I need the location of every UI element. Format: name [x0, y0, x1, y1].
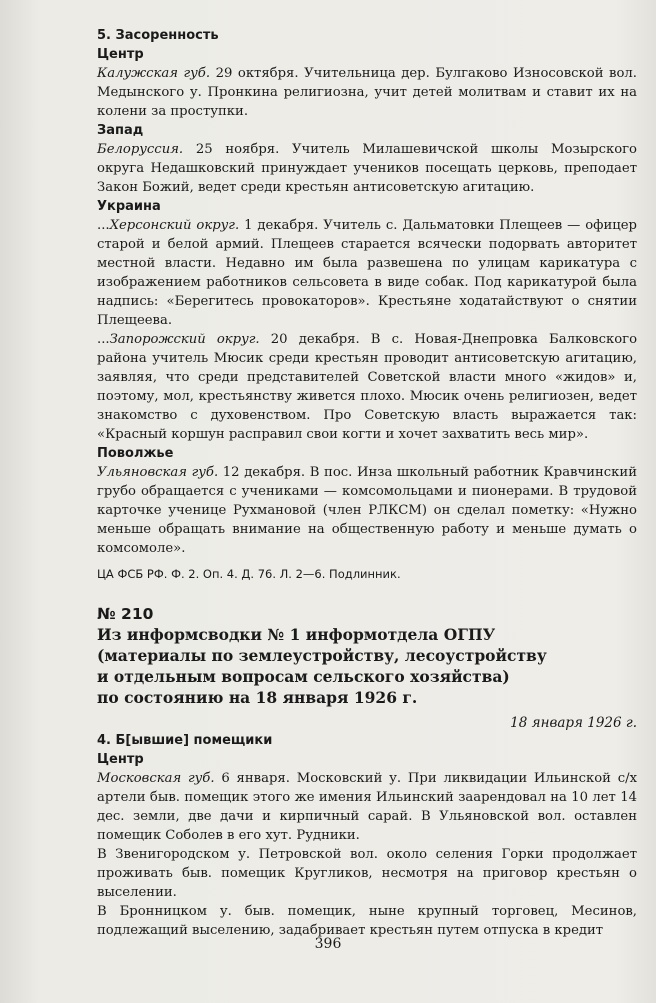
ellipsis: ...: [97, 218, 110, 233]
report-paragraph: [97, 216, 637, 330]
place-name: Херсонский округ.: [109, 218, 240, 233]
report-paragraph: В Звенигородском у. Петровской вол. около селения Горки продолжает проживать быв. помещик Кругликов, несмотря на приговор крестьян о выселении.: [97, 847, 637, 900]
region-heading-west: Запад: [97, 123, 144, 138]
report-paragraph: [97, 463, 637, 558]
place-name: Ульяновская губ.: [97, 465, 219, 480]
report-text: 1 декабря. Учитель с. Дальматовки Плещеев — офицер старой и белой армий. Плещеев старается всячески подорвать авторитет местной власти. Недавно им была развешена по улицам карикатура с изображением работников сельсовета в виде собак. Под карикатурой была надпись: «Берегитесь провокаторов». Крестьяне ходатайствуют о снятии Плещеева.: [97, 218, 637, 328]
report-paragraph: [97, 330, 637, 444]
report-text: 6 января. Московский у. При ликвидации Ильинской с/х артели быв. помещик этого же имения Ильинский заарендовал на 10 лет 14 дес. земли, две дачи и кирпичный сарай. В Ульяновской вол. оставлен помещик Соболев в его хут. Рудники.: [97, 771, 638, 843]
document-number: № 210: [97, 605, 154, 623]
report-text: 29 октября. Учительница дер. Булгаково Износовской вол. Медынского у. Пронкина религиозна, учит детей молитвам и ставит их на колени за проступки.: [97, 66, 637, 119]
place-name: Запорожский округ.: [109, 332, 260, 347]
title-line: (материалы по землеустройству, лесоустройству: [97, 646, 547, 665]
section-heading: 4. Б[ывшие] помещики: [97, 733, 273, 748]
region-heading-ukraine: Украина: [97, 199, 161, 214]
report-text: 25 ноября. Учитель Милашевичской школы Мозырского округа Недашковский принуждает учеников посещать церковь, преподает Закон Божий, ведет среди крестьян антисоветскую агитацию.: [97, 142, 637, 195]
report-paragraph: В Бронницком у. быв. помещик, ныне крупный торговец, Месинов, подлежащий выселению, задабривает крестьян путем отпуска в кредит: [97, 904, 637, 938]
page-number: 396: [314, 936, 342, 952]
section-heading: 5. Засоренность: [97, 28, 219, 43]
report-text: 12 декабря. В пос. Инза школьный работник Кравчинский грубо обращается с учениками — комсомольцами и пионерами. В трудовой карточке ученице Рухмановой (член РЛКСМ) он сделал пометку: «Нужно меньше обращать внимание на общественную работу и меньше думать о комсомоле».: [97, 465, 637, 556]
title-line: по состоянию на 18 января 1926 г.: [97, 688, 418, 707]
region-heading-center: Центр: [97, 752, 144, 767]
title-line: и отдельным вопросам сельского хозяйства): [97, 667, 510, 686]
report-paragraph: [97, 140, 637, 197]
region-heading-volga: Поволжье: [97, 446, 174, 461]
ellipsis: ...: [97, 332, 110, 347]
archive-reference: ЦА ФСБ РФ. Ф. 2. Оп. 4. Д. 76. Л. 2—6. Подлинник.: [97, 567, 401, 581]
report-paragraph: [97, 769, 637, 845]
report-paragraph: [97, 64, 637, 121]
title-line: Из информсводки № 1 информотдела ОГПУ: [97, 625, 496, 644]
region-heading-center: Центр: [97, 47, 144, 62]
report-text: 20 декабря. В с. Новая-Днепровка Балковского района учитель Мюсик среди крестьян проводит антисоветскую агитацию, заявляя, что среди представителей Советской власти много «жидов» и, поэтому, мол, крестьянству живется плохо. Мюсик очень религиозен, ведет знакомство с духовенством. Про Советскую власть выражается так: «Красный коршун расправил свои когти и хочет захватить весь мир».: [97, 332, 638, 442]
document-date: 18 января 1926 г.: [510, 715, 637, 731]
place-name: Белоруссия.: [97, 142, 184, 157]
page-body: [97, 27, 637, 940]
place-name: Московская губ.: [97, 771, 215, 786]
document-title: [97, 624, 637, 708]
place-name: Калужская губ.: [97, 66, 211, 81]
